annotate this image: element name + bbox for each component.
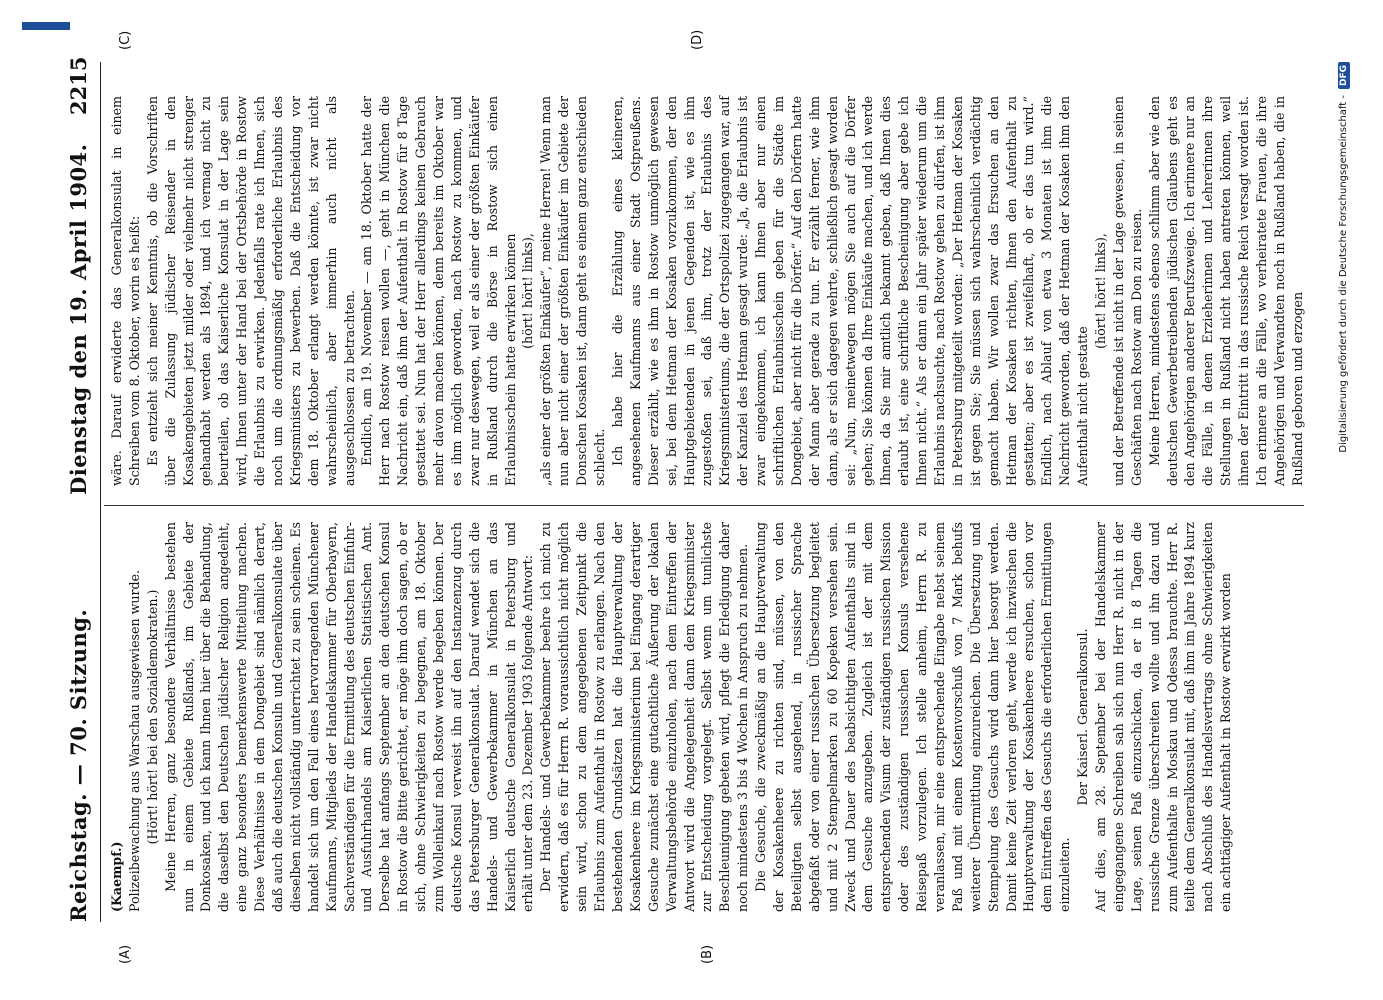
dfg-logo: DFG bbox=[1338, 62, 1350, 89]
margin-mark-a: (A) bbox=[118, 944, 133, 964]
interjection: (Hört! hört! bei den Sozialdemokraten.) bbox=[144, 589, 160, 845]
letter-signature: Der Kaiserl. Generalkonsul. bbox=[1075, 628, 1091, 806]
paragraph: Meine Herren, mindestens ebenso schlimm aber wie den deutschen Gewerbetreibenden jüdischen Glaubens geht es den Angehörigen anderer Berufszweige. Ich erinnere nur an die Fälle, in denen Erzieherinnen und Lehrerinnen ihre Stellungen in Rußland nicht haben antreten können, weil ihnen der Eintritt in das russische Reich versagt worden ist. Ich erinnere an die Fälle, wo verheiratete Frauen, die ihre Angehörigen und Verwandten noch in Rußland haben, die in Rußland geboren und erzogen bbox=[1146, 96, 1305, 486]
header-left-title: Reichstag. — 70. Sitzung. bbox=[66, 608, 91, 922]
paragraph: „als einer der größten Einkäufer“, meine Herren! Wenn man nun aber nicht einer der größten Einkäufer im Gebiete der Donschen Kosaken ist, dann geht es einem ganz entschieden schlecht. bbox=[538, 96, 608, 486]
speaker-label: (Kaempf.) bbox=[109, 841, 124, 912]
column-divider bbox=[104, 505, 1304, 506]
paragraph: Endlich, am 19. November — am 18. Oktober hatte der Herr nach Rostow reisen wollen —, geht in München die Nachricht ein, daß ihm der Aufenthalt in Rostow für 8 Tage gestattet sei. Nun hat der Herr allerdings keinen Gebrauch mehr davon machen können, denn bereits im Oktober war es ihm möglich geworden, nach Rostow zu kommen, und zwar nur deswegen, weil er als einer der größten Einkäufer in Rußland durch die Börse in Rostow sich einen Erlaubnisschein hatte erwirken können bbox=[359, 96, 518, 486]
paragraph: und der Betreffende ist nicht in der Lage gewesen, in seinen Geschäften nach Rostow am Don zu reisen. bbox=[1110, 96, 1144, 486]
paragraph: wäre. Darauf erwiderte das Generalkonsulat in einem Schreiben vom 8. Oktober, worin es heißt: bbox=[109, 96, 142, 486]
quoted-letter: Es entzieht sich meiner Kenntnis, ob die Vorschriften über die Zulassung jüdischer Reisender in den Kosakengebieten jetzt milder oder vielmehr nicht strenger gehandhabt werden als 1894, und ich vermag nicht zu beurteilen, ob das Kaiserliche Konsulat in der Lage sein wird, Ihnen unter der Hand bei der Ortsbehörde in Rostow die Erlaubnis zu erwirken. Jedenfalls rate ich Ihnen, sich noch um die ordnungsmäßig erforderliche Erlaubnis des Kriegsministers zu bewerben. Daß die Entscheidung vor dem 18. Oktober erlangt werden könnte, ist zwar nicht wahrscheinlich, aber immerhin auch nicht als ausgeschlossen zu betrachten. bbox=[144, 96, 357, 486]
digitization-credit bbox=[1338, 0, 1350, 1000]
credit-text: Digitalisierung gefördert durch die Deutsche Forschungsgemeinschaft - bbox=[1338, 95, 1349, 453]
margin-mark-d: (D) bbox=[690, 29, 705, 50]
page-header bbox=[62, 0, 102, 1000]
margin-mark-c: (C) bbox=[118, 30, 133, 50]
header-rule bbox=[100, 62, 101, 922]
page-number: 2215 bbox=[66, 56, 91, 115]
margin-mark-b: (B) bbox=[700, 944, 715, 964]
quoted-letter: Die Gesuche, die zweckmäßig an die Hauptverwaltung der Kosakenheere zu richten sind, müssen, von den Beteiligten selbst ausgehend, in russischer Sprache abgefaßt oder von einer russischen Übersetzung begleitet und mit 2 Stempelmarken zu 60 Kopeken versehen sein. Zweck und Dauer des beabsichtigten Aufenthalts sind in dem Gesuche anzugeben. Zugleich ist der mit dem entsprechenden Visum der zuständigen russischen Mission oder des zuständigen russischen Konsuls versehene Reisepaß vorzulegen. Ich stelle anheim, Herrn R. zu veranlassen, mir eine entsprechende Eingabe nebst seinem Paß und mit einem Kostenvorschuß von 7 Mark behufs weiterer Übermittlung einzureichen. Die Übersetzung und Stempelung des Gesuchs wird dann hier besorgt werden. Damit keine Zeit verloren geht, werde ich inzwischen die Hauptverwaltung der Kosakenheere ersuchen, schon vor dem Eintreffen des Gesuchs die erforderlichen Ermittlungen einzuleiten. bbox=[753, 522, 1073, 912]
paragraph: Ich habe hier die Erzählung eines kleineren, angesehenen Kaufmanns aus einer Stadt Ostpreußens. Dieser erzählt, wie es ihm in Rostow unmöglich gewesen sei, bei dem Hetman der Kosaken vorzukommen, der den Hauptgebietenden in jenen Gegenden ist, wie es ihm zugestoßen sei, daß ihm, trotz der Erlaubnis des Kriegsministeriums, die der Ortspolizei zugegangen war, auf der Kanzlei des Hetman gesagt wurde: „Ja, die Erlaubnis ist zwar eingekommen, ich kann Ihnen aber nur einen schriftlichen Erlaubnisschein geben für die Städte im Dongebiet, aber nicht für die Dörfer.“ Auf den Dörfern hatte der Mann aber gerade zu tun. Er erzählt ferner, wie ihm dann, als er sich dagegen wehrte, schließlich gesagt worden sei: „Nun, meinetwegen mögen Sie auch auf die Dörfer gehen; Sie können da Ihre Einkäufe machen, und ich werde Ihnen, da Sie mir amtlich bekannt geben, daß Ihnen dies erlaubt ist, eine schriftliche Bescheinigung aber gebe ich Ihnen nicht.“ Als er dann ein Jahr später wiederum um die Erlaubnis nachsuchte, nach Rostow gehen zu dürfen, ist ihm in Petersburg mitgeteilt worden: „Der Hetman der Kosaken ist gegen Sie; Sie müssen sich wahrscheinlich verdächtig gemacht haben. Wir wollen zwar das Ersuchen an den Hetman der Kosaken richten, Ihnen den Aufenthalt zu gestatten; aber es ist zweifelhaft, ob er das tun wird.“ Endlich, nach Ablauf von etwa 3 Monaten ist ihm die Nachricht geworden, daß der Hetman der Kosaken ihm den Aufenthalt nicht gestatte bbox=[609, 96, 1091, 486]
interjection: (hört! hört! links), bbox=[520, 233, 536, 349]
left-column bbox=[108, 522, 1235, 912]
paragraph: Meine Herren, ganz besondere Verhältnisse bestehen nun in einem Gebiete Rußlands, im Gebiete der Donkosaken, und ich kann Ihnen hier über die Behandlung, die daselbst den Deutschen jüdischer Religion angedeiht, eine ganz besonders bemerkenswerte Mitteilung machen. Diese Verhältnisse in dem Dongebiet sind nämlich derart, daß auch die deutschen Konsuln und Generalkonsulate über dieselben nicht vollständig unterrichtet zu sein scheinen. Es handelt sich um den Fall eines hervorragenden Münchener Kaufmanns, Mitglieds der Handelskammer für Oberbayern, Sachverständigen für die Ermittlung des deutschen Einfuhr- und Ausfuhrhandels am Kaiserlichen Statistischen Amt. Derselbe hat anfangs September an den deutschen Konsul in Rostow die Bitte gerichtet, er möge ihm doch sagen, ob er sich, ohne Schwierigkeiten zu begegnen, am 18. Oktober zum Wolleinkauf nach Rostow werde begeben können. Der deutsche Konsul verweist ihn auf den Instanzenzug durch das Petersburger Generalkonsulat. Darauf wendet sich die Handels- und Gewerbekammer in München an das Kaiserlich deutsche Generalkonsulat in Petersburg und erhält unter dem 23. Dezember 1903 folgende Antwort: bbox=[162, 522, 536, 912]
interjection: (hört! hört! links), bbox=[1092, 233, 1108, 349]
right-column bbox=[108, 96, 1307, 486]
paragraph: Polizeibewachung aus Warschau ausgewiesen wurde. bbox=[126, 570, 142, 912]
header-date: Dienstag den 19. April 1904. bbox=[66, 143, 91, 495]
quoted-letter: Der Handels- und Gewerbekammer beehre ich mich zu erwidern, daß es für Herrn R. voraussichtlich nicht möglich sein wird, schon zu dem angegebenen Zeitpunkt die Erlaubnis zum Aufenthalt in Rostow zu erlangen. Nach den bestehenden Grundsätzen hat die Hauptverwaltung der Kosakenheere im Kriegsministerium bei Eingang derartiger Gesuche zunächst eine gutachtliche Äußerung der lokalen Verwaltungsbehörde einzuholen, nach dem Eintreffen der Antwort wird die Angelegenheit dann dem Kriegsminister zur Entscheidung vorgelegt. Selbst wenn um tunlichste Beschleunigung gebeten wird, pflegt die Erledigung daher noch mindestens 3 bis 4 Wochen in Anspruch zu nehmen. bbox=[538, 522, 751, 912]
paragraph: Auf dies, am 28. September bei der Handelskammer eingegangene Schreiben sah sich nun Herr R. nicht in der Lage, seinen Paß einzuschicken, da er in 8 Tagen die russische Grenze überschreiten wollte und ihn dazu und zum Aufenthalte in Moskau und Odessa brauchte. Herr R. teilte dem Generalkonsulat mit, daß ihm im Jahre 1894 kurz nach Abschluß des Handelsvertrags ohne Schwierigkeiten ein achttägiger Aufenthalt in Rostow erwirkt worden bbox=[1092, 522, 1234, 912]
